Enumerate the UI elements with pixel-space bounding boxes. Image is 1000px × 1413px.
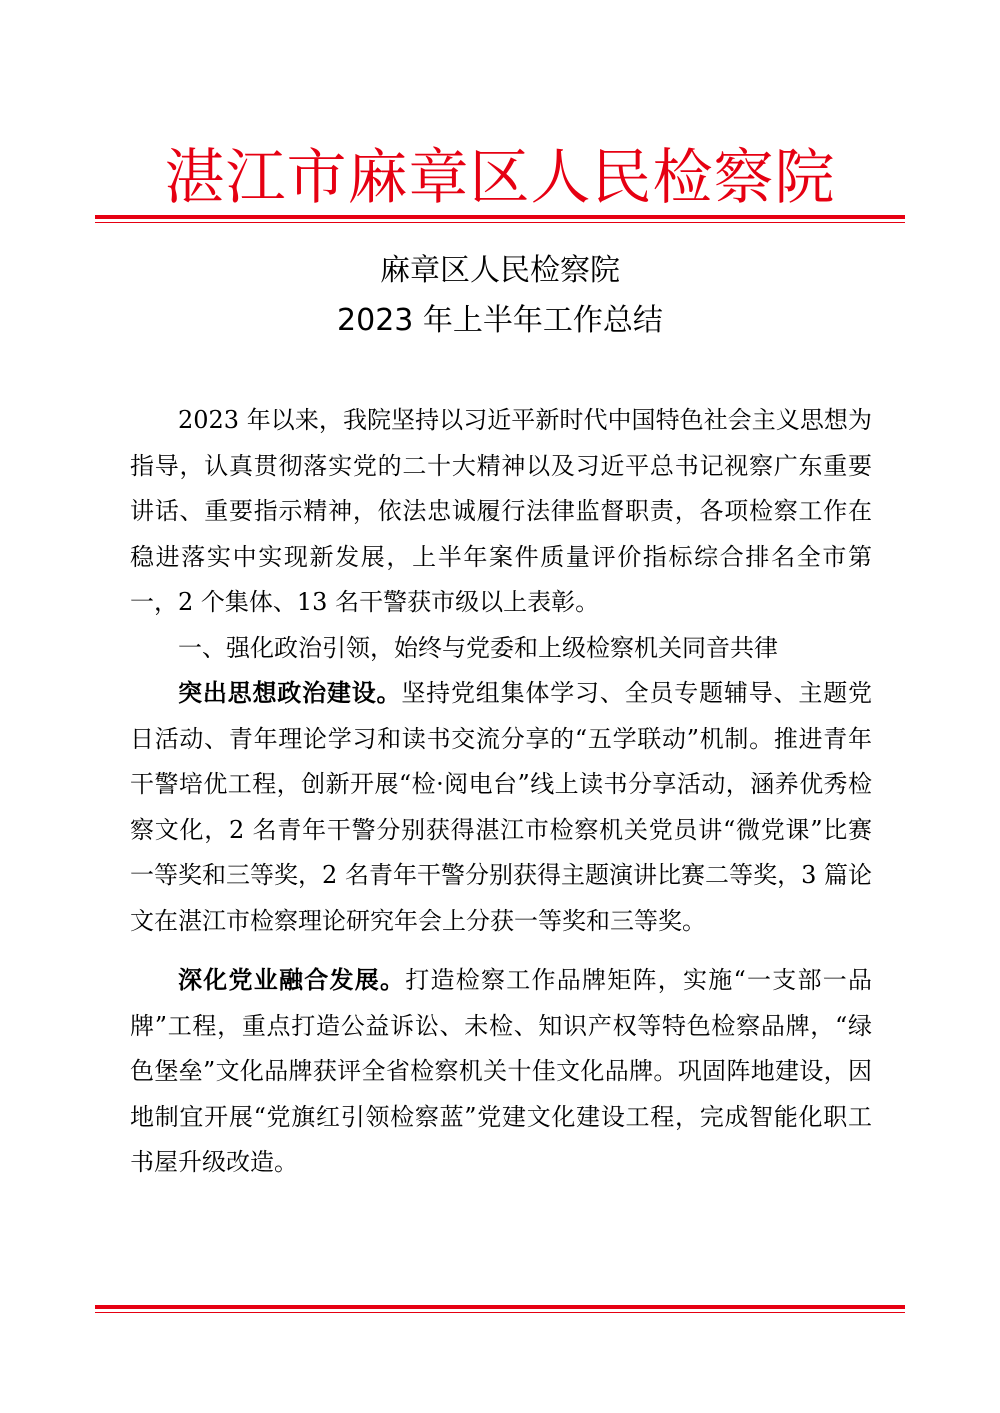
paragraph-party-integration (130, 958, 872, 1186)
paragraph-lead: 深化党业融合发展。 (178, 966, 406, 994)
paragraph-text: 打造检察工作品牌矩阵，实施“一支部一品牌”工程，重点打造公益诉讼、未检、知识产权等特色检察品牌，“绿色堡垒”文化品牌获评全省检察机关十佳文化品牌。巩固阵地建设，因地制宜开展“党旗红引领检察蓝”党建文化建设工程，完成智能化职工书屋升级改造。 (130, 966, 872, 1176)
masthead-red-rule (95, 215, 905, 223)
paragraph-ideological-building (130, 671, 872, 944)
intro-paragraph: 2023 年以来，我院坚持以习近平新时代中国特色社会主义思想为指导，认真贯彻落实党的二十大精神以及习近平总书记视察广东重要讲话、重要指示精神，依法忠诚履行法律监督职责，各项检察工作在稳进落实中实现新发展，上半年案件质量评价指标综合排名全市第一，2 个集体、13 名干警获市级以上表彰。 (130, 406, 872, 616)
document-body (130, 398, 872, 1186)
red-rule-thin (95, 222, 905, 223)
section-heading: 一、强化政治引领，始终与党委和上级检察机关同音共律 (178, 633, 778, 662)
paragraph-lead: 突出思想政治建设。 (178, 679, 402, 707)
paragraph-text: 坚持党组集体学习、全员专题辅导、主题党日活动、青年理论学习和读书交流分享的“五学联动”机制。推进青年干警培优工程，创新开展“检·阅电台”线上读书分享活动，涵养优秀检察文化，2 名青年干警分别获得湛江市检察机关党员讲“微党课”比赛一等奖和三等奖，2 名青年干警分别获得主题演讲比赛二等奖，3 篇论文在湛江市检察理论研究年会上分获一等奖和三等奖。 (130, 679, 873, 935)
footer-red-rule (95, 1305, 905, 1313)
red-rule-thin (95, 1312, 905, 1313)
document-title-line2: 2023 年上半年工作总结 (337, 303, 663, 338)
masthead-org-name: 湛江市麻章区人民检察院 (164, 143, 836, 213)
document-title-line1: 麻章区人民检察院 (380, 253, 620, 288)
